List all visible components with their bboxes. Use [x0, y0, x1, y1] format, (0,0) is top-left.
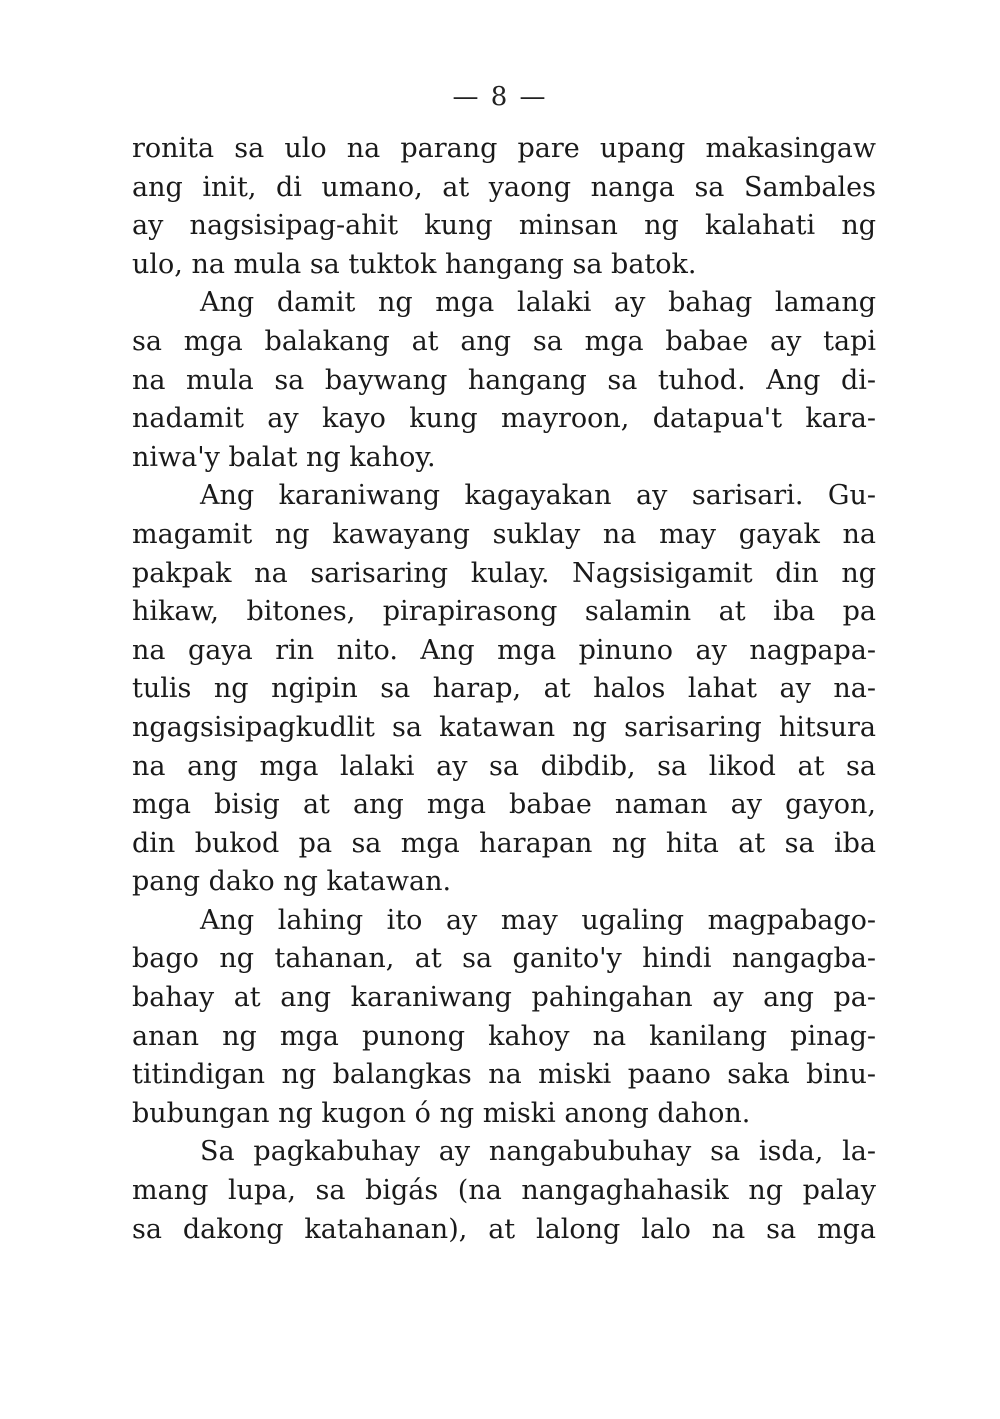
- text-line: ulo, na mula sa tuktok hangang sa batok.: [132, 248, 697, 280]
- text-line: Ang karaniwang kagayakan ay sarisari. Gu-: [200, 480, 876, 512]
- text-line: na ang mga lalaki ay sa dibdib, sa likod at sa: [132, 750, 876, 782]
- text-line: din bukod pa sa mga harapan ng hita at sa iba: [132, 827, 876, 859]
- text-line: mga bisig at ang mga babae naman ay gayon,: [132, 789, 876, 821]
- text-line: Ang lahing ito ay may ugaling magpabago-: [200, 904, 876, 936]
- text-line: hikaw, bitones, pirapirasong salamin at iba pa: [132, 596, 876, 628]
- text-line: sa dakong katahanan), at lalong lalo na sa mga: [132, 1213, 876, 1245]
- text-line: tulis ng ngipin sa harap, at halos lahat ay na-: [132, 673, 876, 705]
- text-line: pang dako ng katawan.: [132, 866, 452, 898]
- text-line: Sa pagkabuhay ay nangabubuhay sa isda, la-: [200, 1136, 876, 1168]
- text-line: magamit ng kawayang suklay na may gayak na: [132, 518, 876, 550]
- text-line: ronita sa ulo na parang pare upang makasingaw: [132, 133, 876, 164]
- text-line: na gaya rin nito. Ang mga pinuno ay nagpapa-: [132, 634, 876, 666]
- text-line: titindigan ng balangkas na miski paano saka binu-: [132, 1059, 876, 1091]
- text-line: bago ng tahanan, at sa ganito'y hindi nangagba-: [132, 943, 876, 975]
- page-number: — 8 —: [452, 82, 548, 112]
- text-line: pakpak na sarisaring kulay. Nagsisigamit din ng: [132, 557, 876, 589]
- text-line: niwa'y balat ng kahoy.: [132, 441, 436, 473]
- text-line: sa mga balakang at ang sa mga babae ay tapi: [132, 325, 876, 357]
- text-line: bubungan ng kugon ó ng miski anong dahon.: [132, 1097, 751, 1129]
- body-text: [132, 130, 876, 1249]
- text-line: na mula sa baywang hangang sa tuhod. Ang di-: [132, 364, 876, 396]
- text-line: bahay at ang karaniwang pahingahan ay ang pa-: [132, 982, 876, 1014]
- text-line: Ang damit ng mga lalaki ay bahag lamang: [200, 287, 876, 319]
- text-line: mang lupa, sa bigás (na nangaghahasik ng palay: [132, 1175, 876, 1207]
- text-line: anan ng mga punong kahoy na kanilang pinag-: [132, 1020, 876, 1052]
- text-line: ay nagsisipag-ahit kung minsan ng kalahati ng: [132, 210, 876, 242]
- text-line: ngagsisipagkudlit sa katawan ng sarisaring hitsura: [132, 711, 876, 743]
- text-line: nadamit ay kayo kung mayroon, datapua't kara-: [132, 403, 876, 435]
- text-line: ang init, di umano, at yaong nanga sa Sambales: [132, 171, 876, 203]
